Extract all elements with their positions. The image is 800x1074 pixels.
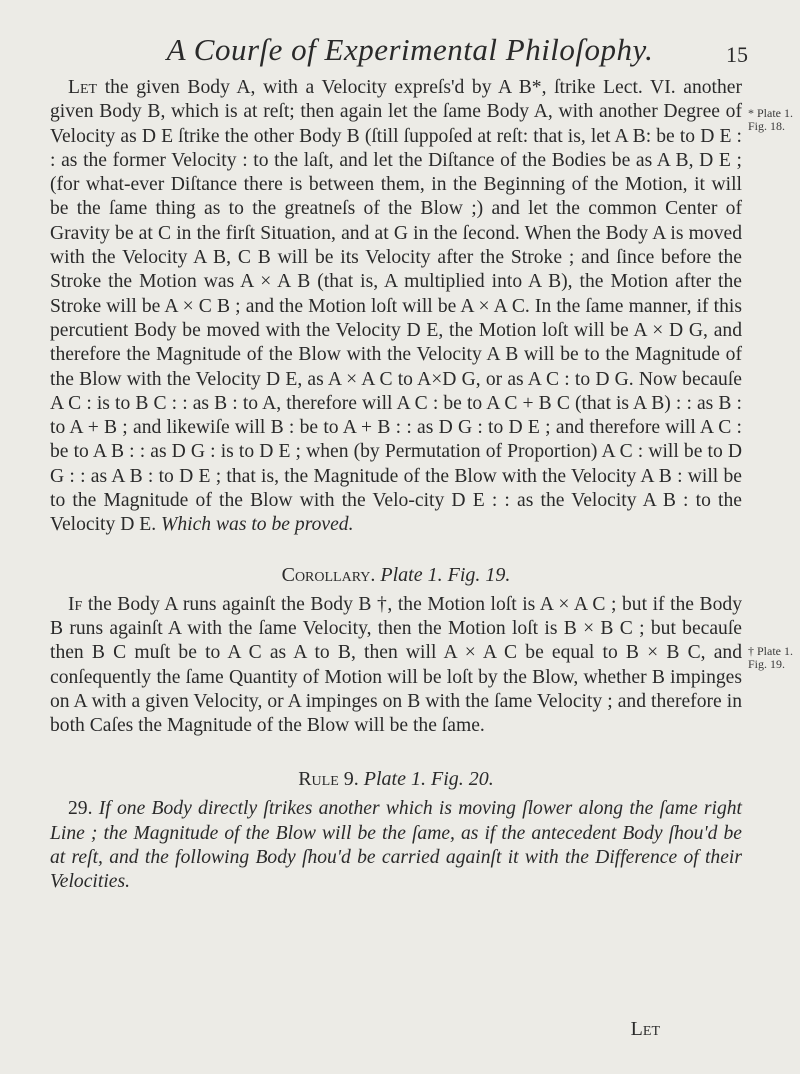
- main-paragraph: [50, 76, 742, 538]
- rule-title: Rule 9.: [298, 768, 359, 791]
- rule-number: 29.: [68, 798, 93, 820]
- running-head: [50, 30, 748, 76]
- margin-note-plate-18: * Plate 1. Fig. 18.: [745, 107, 798, 133]
- corollary-body: the Body A runs againſt the Body B †, the Motion loſt is A × A C ; but if the Body B runs againſt A with the ſame Velocity, then the Motion loſt is B × B C ; but becauſe then B C muſt be to A C as A to B, then will A × A C be equal to B × B C, and conſequently the ſame Quantity of Motion will be loſt by the Blow, whether B impinges on A with a given Velocity, or A impinges on B with the ſame Velocity ; and therefore in both Caſes the Magnitude of the Blow will be the ſame.: [50, 593, 742, 737]
- running-title: A Courſe of Experimental Philoſophy.: [166, 32, 654, 67]
- corollary-paragraph: [50, 593, 742, 739]
- rule-plate-ref: Plate 1. Fig. 20.: [358, 768, 494, 791]
- paragraph-body: the given Body A, with a Velocity expreſs'd by A B*, ſtrike Lect. VI. another given Body B, which is at reſt; then again let the ſame Body A, with another Degree of Velocity as D E ſtrike the other Body B (ſtill ſuppoſed at reſt: that is, let A B: be to D E : : as the former Velocity : to the laſt, and let the Diſtance of the Bodies be as A B, D E ; (for what-ever Diſtance there is between them, in the Beginning of the Motion, it will be the ſame thing as to the greatneſs of the Blow ;) and let the common Center of Gravity be at C in the firſt Situation, and at G in the ſecond. When the Body A is moved with the Velocity A B, C B will be its Velocity after the Stroke ; and ſince before the Stroke the Motion was A × A B (that is, A multiplied into A B), the Motion after the Stroke will be A × C B ; and the Motion loſt will be A × A C. In the ſame manner, if this percutient Body be moved with the Velocity D E, the Motion loſt will be A × D G, and therefore the Magnitude of the Blow with the Velocity A B will be to the Magnitude of the Blow with the Velocity D E, as A × A C to A×D G, or as A C : to D G. Now becauſe A C : is to B C : : as B : to A, therefore will A C : be to A C + B C (that is A B) : : as B : to A + B ; and likewiſe will B : be to A + B : : as D G : to D E ; and therefore will A C : be to A B : : as D G : is to D E ; when (by Permutation of Proportion) A C : will be to D G : : as A B : to D E ; that is, the Magnitude of the Blow with the Velocity A B : will be to the Magnitude of the Blow with the Velo-city D E : : as the Velocity A B : to the Velocity D E.: [50, 77, 742, 536]
- margin-note-plate-19: † Plate 1. Fig. 19.: [745, 645, 798, 671]
- rule-text: [50, 797, 742, 894]
- corollary-lead-word: If: [68, 593, 83, 615]
- paragraph-lead-word: Let: [68, 77, 98, 98]
- corollary-text: [50, 593, 742, 739]
- page-number: 15: [726, 42, 748, 67]
- corollary-heading: [50, 564, 742, 587]
- rule-heading: [50, 768, 742, 791]
- rule-body: If one Body directly ſtrikes another which is moving ſlower along the ſame right Line ; the Magnitude of the Blow will be the ſame, as if the antecedent Body ſhou'd be at reſt, and the following Body ſhou'd be carried againſt it with the Difference of their Velocities.: [50, 798, 742, 893]
- paragraph-conclusion: Which was to be proved.: [156, 514, 354, 536]
- rule-paragraph: [50, 797, 742, 894]
- corollary-plate-ref: Plate 1. Fig. 19.: [375, 563, 511, 586]
- catchword: Let: [630, 1018, 660, 1040]
- paragraph-text: [50, 76, 742, 538]
- corollary-title: Corollary.: [281, 563, 376, 586]
